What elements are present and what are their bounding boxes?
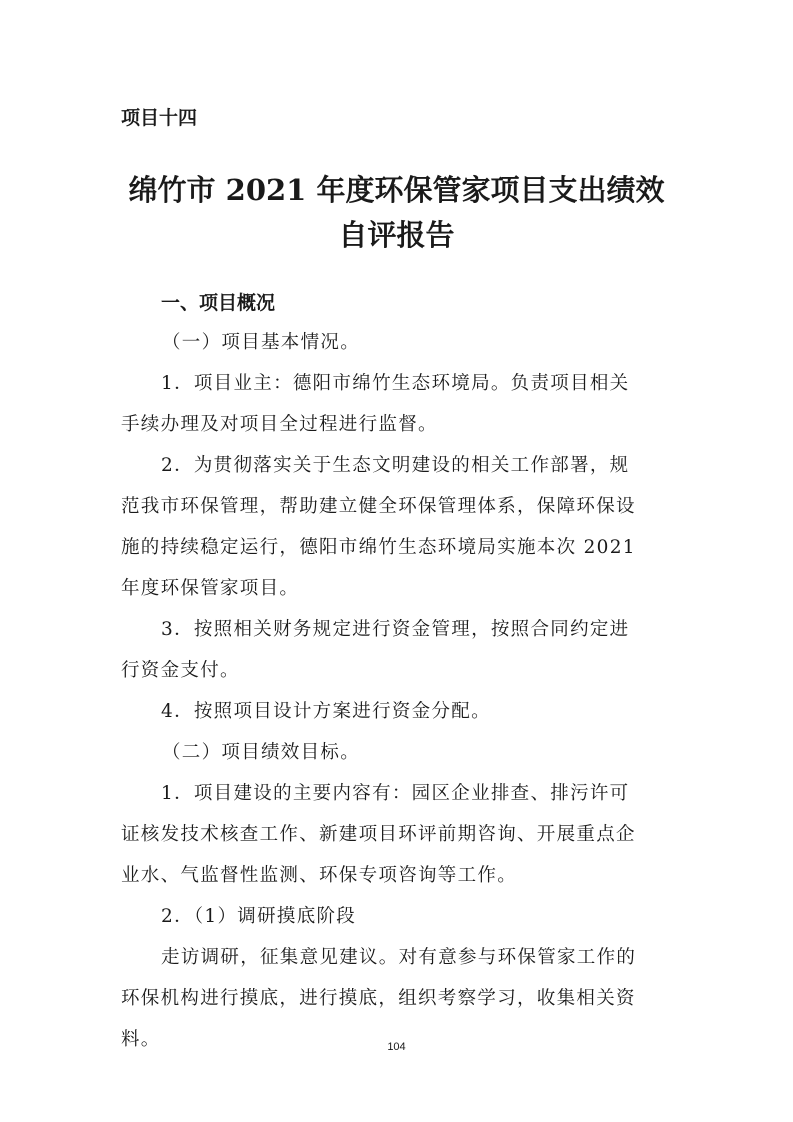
paragraph-item-1 [121,363,673,445]
paragraph-line: 3．按照相关财务规定进行资金管理，按照合同约定进 [161,619,630,640]
project-label: 项目十四 [121,107,198,129]
paragraph-item-4 [121,691,673,732]
page-number: 104 [387,1041,406,1053]
paragraph-line: 1．项目业主：德阳市绵竹生态环境局。负责项目相关 [161,373,630,394]
paragraph-item-2 [121,445,673,609]
paragraph-line: 年度环保管家项目。 [121,578,300,599]
paragraph-line: 手续办理及对项目全过程进行监督。 [121,414,438,435]
paragraph-goal-1 [121,773,673,896]
paragraph-line: 2．（1）调研摸底阶段 [161,906,357,927]
paragraph-line: 范我市环保管理，帮助建立健全环保管理体系，保障环保设 [121,496,636,517]
paragraph-line: 施的持续稳定运行，德阳市绵竹生态环境局实施本次 2021 [121,537,636,558]
paragraph-item-3 [121,609,673,691]
report-title-line-1: 绵竹市 2021 年度环保管家项目支出绩效 [128,173,665,207]
paragraph-line: 行资金支付。 [121,660,240,681]
paragraph-line: 证核发技术核查工作、新建项目环评前期咨询、开展重点企 [121,824,636,845]
paragraph-line: 4．按照项目设计方案进行资金分配。 [161,701,491,722]
paragraph-line: 走访调研，征集意见建议。对有意参与环保管家工作的 [161,947,637,968]
paragraph-line: 2．为贯彻落实关于生态文明建设的相关工作部署，规 [161,455,630,476]
paragraph-line: 环保机构进行摸底，进行摸底，组织考察学习，收集相关资 [121,988,636,1009]
subsection-heading-basic-info: （一）项目基本情况。 [162,332,361,353]
paragraph-line: 1．项目建设的主要内容有：园区企业排查、排污许可 [161,783,630,804]
report-title-line-2: 自评报告 [338,218,455,252]
paragraph-line: 料。 [121,1029,161,1050]
paragraph-goal-2-heading [121,896,673,937]
paragraph-line: 业水、气监督性监测、环保专项咨询等工作。 [121,865,518,886]
section-heading-overview: 一、项目概况 [161,292,276,314]
subsection-heading-performance-goals: （二）项目绩效目标。 [162,742,361,763]
